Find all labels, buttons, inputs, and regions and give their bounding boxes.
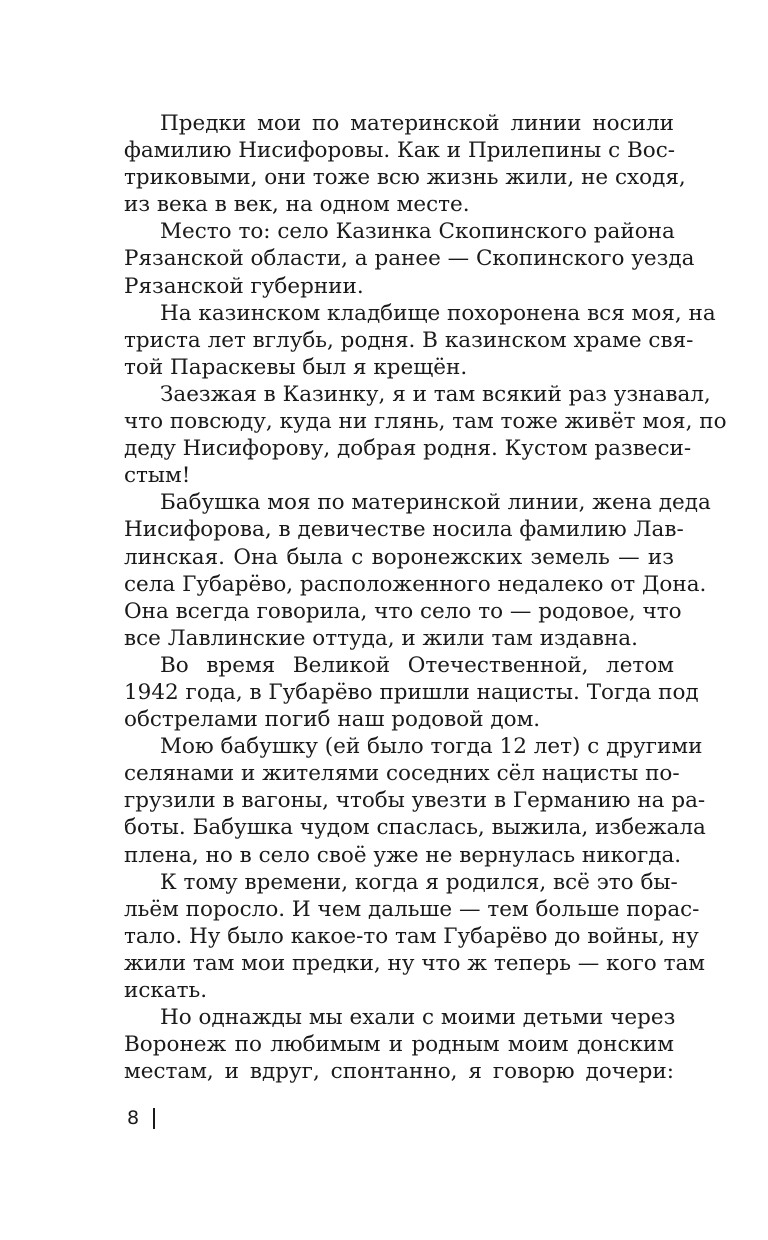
text-line: Рязанской области, а ранее — Скопинского уезда bbox=[124, 246, 695, 272]
text-line: стым! bbox=[124, 463, 191, 489]
paragraph bbox=[124, 300, 716, 381]
text-line: что повсюду, куда ни глянь, там тоже живёт моя, по bbox=[124, 409, 727, 435]
text-line: Она всегда говорила, что село то — родовое, что bbox=[124, 598, 682, 624]
paragraph bbox=[124, 381, 727, 489]
paragraph bbox=[124, 869, 706, 1004]
text-line: грузили в вагоны, чтобы увезти в Германию на ра- bbox=[124, 788, 706, 814]
text-line: Нисифорова, в девичестве носила фамилию Лав- bbox=[124, 517, 684, 543]
text-line: из века в век, на одном месте. bbox=[124, 192, 470, 218]
text-line: боты. Бабушка чудом спаслась, выжила, избежала bbox=[124, 815, 706, 841]
text-line: местам, и вдруг, спонтанно, я говорю дочери: bbox=[124, 1059, 674, 1085]
text-line: Мою бабушку (ей было тогда 12 лет) с другими bbox=[160, 734, 703, 760]
paragraph bbox=[124, 218, 695, 299]
text-line: Воронеж по любимым и родным моим донским bbox=[124, 1032, 674, 1058]
text-line: На казинском кладбище похоронена вся моя, на bbox=[160, 300, 716, 326]
text-line: той Параскевы был я крещён. bbox=[124, 354, 468, 380]
paragraph bbox=[124, 652, 699, 733]
page-number: 8 bbox=[127, 1107, 140, 1129]
text-line: деду Нисифорову, добрая родня. Кустом развеси- bbox=[124, 436, 692, 462]
text-line: К тому времени, когда я родился, всё это бы- bbox=[160, 869, 678, 895]
paragraph bbox=[124, 110, 686, 218]
text-line: 1942 года, в Губарёво пришли нацисты. Тогда под bbox=[124, 679, 699, 705]
text-line: триста лет вглубь, родня. В казинском храме свя- bbox=[124, 327, 694, 353]
paragraph bbox=[124, 489, 711, 652]
text-line: искать. bbox=[124, 978, 208, 1003]
text-line: линская. Она была с воронежских земель — из bbox=[124, 544, 674, 570]
page-footer bbox=[127, 1103, 155, 1133]
text-line: Но однажды мы ехали с моими детьми через bbox=[160, 1005, 676, 1031]
text-line: тало. Ну было какое-то там Губарёво до войны, ну bbox=[124, 923, 699, 949]
text-line: Заезжая в Казинку, я и там всякий раз узнавал, bbox=[160, 381, 711, 407]
text-line: селянами и жителями соседних сёл нацисты по- bbox=[124, 761, 680, 787]
text-line: фамилию Нисифоровы. Как и Прилепины с Вос- bbox=[124, 138, 676, 164]
paragraph bbox=[124, 733, 706, 868]
text-line: Бабушка моя по материнской линии, жена деда bbox=[160, 490, 711, 516]
paragraph bbox=[124, 1004, 674, 1085]
text-line: все Лавлинские оттуда, и жили там издавна. bbox=[124, 625, 638, 651]
text-line: Во время Великой Отечественной, летом bbox=[160, 652, 674, 678]
text-line: льём поросло. И чем дальше — тем больше порас- bbox=[124, 896, 700, 922]
text-line: Рязанской губернии. bbox=[124, 273, 364, 299]
footer-rule bbox=[153, 1108, 155, 1129]
text-line: триковыми, они тоже всю жизнь жили, не сходя, bbox=[124, 165, 686, 191]
text-line: обстрелами погиб наш родовой дом. bbox=[124, 707, 541, 733]
text-line: села Губарёво, расположенного недалеко от Дона. bbox=[124, 571, 707, 597]
text-line: Место то: село Казинка Скопинского района bbox=[160, 219, 675, 245]
text-line: плена, но в село своё уже не вернулась никогда. bbox=[124, 842, 682, 868]
text-line: Предки мои по материнской линии носили bbox=[160, 111, 674, 136]
text-line: жили там мои предки, ну что ж теперь — кого там bbox=[124, 950, 706, 976]
body-text bbox=[124, 110, 727, 1085]
